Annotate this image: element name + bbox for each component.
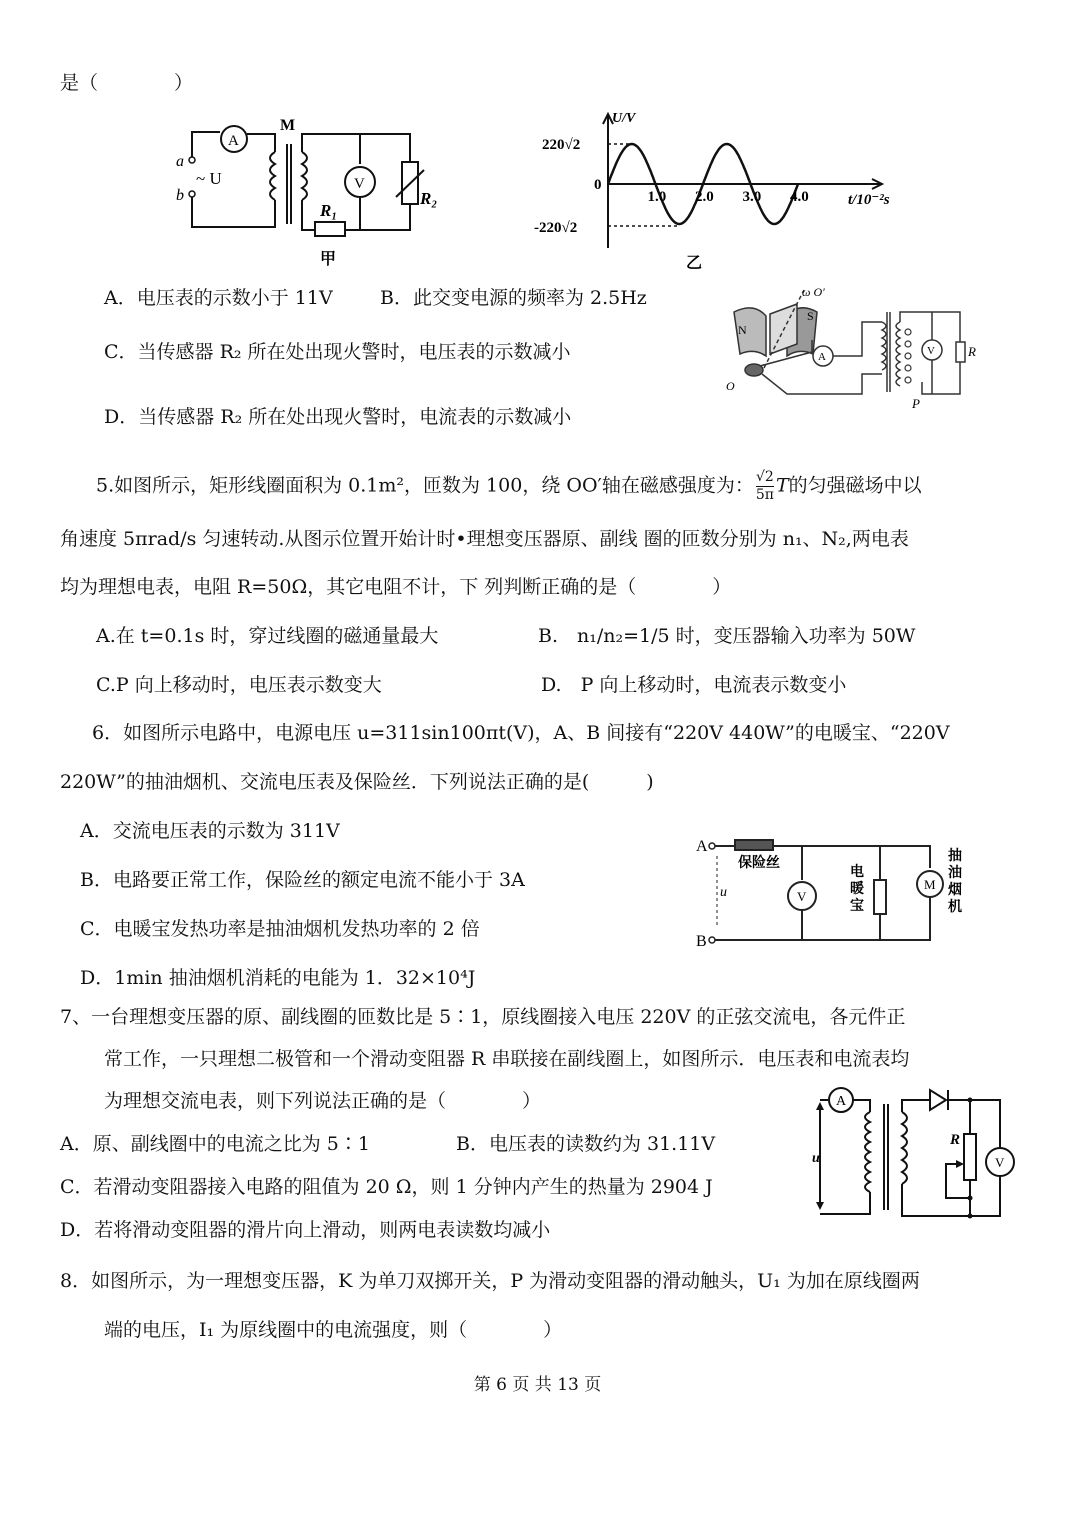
- q7-ammeter-label: A: [836, 1094, 847, 1109]
- q5-fraction-numerator: √2: [755, 469, 774, 485]
- q5-option-b: B. n₁/n₂=1/5 时，变压器输入功率为 50W: [538, 625, 916, 647]
- y-min-label: -220√2: [534, 220, 578, 236]
- O-label: O: [726, 379, 735, 393]
- q5-option-a: A.在 t=0.1s 时，穿过线圈的磁通量最大: [96, 625, 439, 647]
- q6-terminal-A: A: [696, 838, 708, 855]
- q7-option-c: C．若滑动变阻器接入电路的阻值为 20 Ω，则 1 分钟内产生的热量为 2904 J: [60, 1176, 713, 1198]
- q5-line-2: 角速度 5πrad/s 匀速转动.从图示位置开始计时•理想变压器原、副线 圈的匝数分别为 n₁、N₂,两电表: [60, 528, 909, 550]
- q7-line-1: 7、一台理想变压器的原、副线圈的匝数比是 5∶1，原线圈接入电压 220V 的正弦交流电，各元件正: [60, 1006, 906, 1028]
- origin-label: 0: [594, 177, 602, 193]
- q7-option-b: B．电压表的读数约为 31.11V: [456, 1133, 716, 1155]
- q5-R-label: R: [968, 344, 976, 359]
- q4-option-a: A．电压表的示数小于 11V: [104, 287, 333, 309]
- q6-terminal-B: B: [696, 933, 707, 950]
- q6-line-2: 220W”的抽油烟机、交流电压表及保险丝．下列说法正确的是( ): [60, 771, 654, 793]
- label-R1: R₁: [320, 201, 338, 220]
- y-axis-label: U/V: [612, 111, 636, 126]
- magnet-S-label: S: [807, 309, 814, 323]
- q6-line-1: 6．如图所示电路中，电源电压 u=311sin100πt(V)，A、B 间接有“220V 440W”的电暖宝、“220V: [92, 722, 950, 744]
- q5-option-d: D. P 向上移动时，电流表示数变小: [541, 674, 847, 696]
- page-footer: 第 6 页 共 13 页: [473, 1375, 602, 1395]
- q8-line-1: 8．如图所示，为一理想变压器，K 为单刀双掷开关，P 为滑动变阻器的滑动触头，U₁ 为加在原线圈两: [60, 1270, 920, 1292]
- q6-hood-label: 抽油烟机: [948, 849, 962, 915]
- q6-u-label: u: [720, 885, 727, 900]
- q4-option-c: C．当传感器 R₂ 所在处出现火警时，电压表的示数减小: [104, 341, 571, 363]
- caption-jia: 甲: [320, 251, 337, 268]
- figure-q6-circuit: [690, 828, 970, 953]
- x-axis-label: t/10⁻²s: [848, 192, 890, 208]
- label-M: M: [280, 117, 296, 134]
- figure-jia-circuit: [170, 112, 460, 272]
- q5-option-c: C.P 向上移动时，电压表示数变大: [96, 674, 382, 696]
- ammeter-label: A: [228, 133, 239, 149]
- q5-fraction-denominator: 5π: [755, 487, 774, 503]
- q5-voltmeter-label: V: [927, 345, 935, 357]
- q5-P-label: P: [912, 396, 920, 411]
- q6-fuse-label: 保险丝: [738, 856, 780, 871]
- q7-u-label: u: [812, 1151, 820, 1166]
- caption-yi: 乙: [686, 255, 703, 272]
- q7-voltmeter-label: V: [995, 1155, 1005, 1170]
- x-tick-label: 2.0: [695, 189, 714, 205]
- q7-option-d: D．若将滑动变阻器的滑片向上滑动，则两电表读数均减小: [60, 1219, 551, 1241]
- label-a: a: [176, 153, 184, 170]
- label-b: b: [176, 187, 184, 204]
- label-U: ~ U: [196, 169, 222, 188]
- q7-option-a: A．原、副线圈中的电流之比为 5∶1: [60, 1133, 370, 1155]
- figure-q7-circuit: [808, 1082, 1028, 1222]
- x-tick-label: 3.0: [742, 189, 762, 205]
- q7-line-3: 为理想交流电表，则下列说法正确的是（ ）: [104, 1090, 542, 1112]
- q6-option-b: B．电路要正常工作，保险丝的额定电流不能小于 3A: [80, 869, 525, 891]
- voltmeter-label: V: [354, 176, 365, 192]
- q6-motor-label: M: [924, 877, 936, 892]
- magnet-N-label: N: [738, 323, 747, 337]
- q6-option-d: D．1min 抽油烟机消耗的电能为 1．32×10⁴J: [80, 967, 476, 989]
- x-tick-label: 4.0: [790, 189, 809, 205]
- q4-option-b: B．此交变电源的频率为 2.5Hz: [380, 287, 647, 309]
- figure-q5-generator: [712, 282, 982, 412]
- label-R2: R₂: [420, 189, 438, 208]
- y-max-label: 220√2: [542, 137, 581, 153]
- omega-label: ω O′: [802, 285, 825, 299]
- figure-yi-chart: [528, 108, 908, 273]
- q5-line-3: 均为理想电表，电阻 R=50Ω，其它电阻不计，下 列判断正确的是（ ）: [60, 576, 732, 598]
- q7-line-2: 常工作，一只理想二极管和一个滑动变阻器 R 串联接在副线圈上，如图所示．电压表和电流表均: [104, 1048, 910, 1070]
- q6-option-c: C．电暖宝发热功率是抽油烟机发热功率的 2 倍: [80, 918, 480, 940]
- q6-voltmeter-label: V: [797, 889, 807, 904]
- q6-option-a: A．交流电压表的示数为 311V: [80, 820, 340, 842]
- q5-ammeter-label: A: [818, 351, 826, 363]
- q5-line-1: 5.如图所示，矩形线圈面积为 0.1m²，匝数为 100，绕 OO′轴在磁感强度为： $\frac{√2}{5\pi}$ T的匀强磁场中以: [96, 469, 922, 503]
- q8-line-2: 端的电压，I₁ 为原线圈中的电流强度，则（ ）: [104, 1319, 563, 1341]
- q6-heater-label: 电暖宝: [850, 865, 864, 914]
- q4-option-d: D．当传感器 R₂ 所在处出现火警时，电流表的示数减小: [104, 406, 572, 428]
- x-tick-label: 1.0: [647, 189, 667, 205]
- q4-lead: 是（ ）: [60, 72, 194, 94]
- q7-R-label: R: [950, 1132, 961, 1148]
